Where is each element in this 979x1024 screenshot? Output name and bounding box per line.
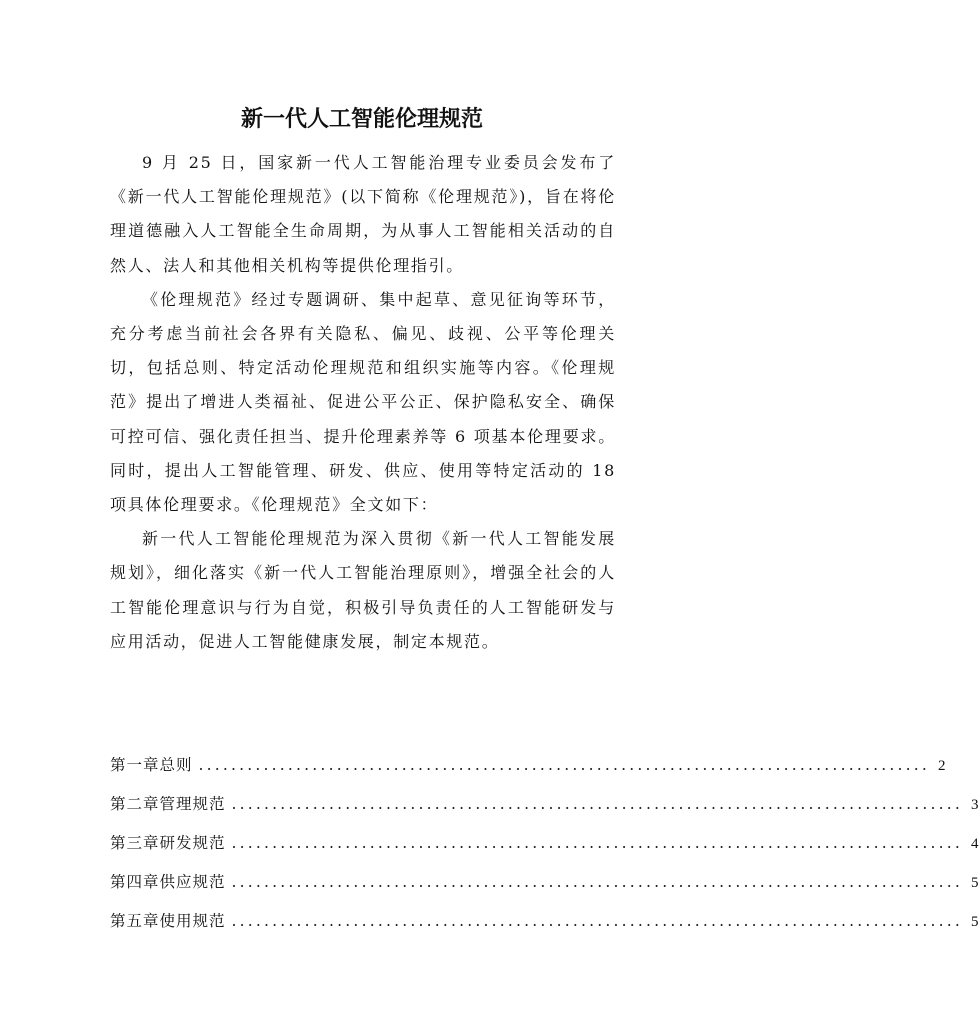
toc-dot-leader: ..........................................................................................	[231, 873, 963, 891]
table-of-contents	[110, 753, 979, 948]
toc-page-number: 5	[970, 914, 979, 930]
toc-entry-chapter-3[interactable]	[110, 831, 979, 870]
toc-dot-leader: ..........................................................................................	[231, 912, 963, 930]
paragraph-summary: 《伦理规范》经过专题调研、集中起草、意见征询等环节，充分考虑当前社会各界有关隐私、偏见、歧视、公平等伦理关切，包括总则、特定活动伦理规范和组织实施等内容。《伦理规范》提出了增进人类福祉、促进公平公正、保护隐私安全、确保可控可信、强化责任担当、提升伦理素养等 6 项基本伦理要求。同时，提出人工智能管理、研发、供应、使用等特定活动的 18 项具体伦理要求。《伦理规范》全文如下：	[110, 289, 616, 515]
toc-chapter-number: 第二章	[110, 795, 160, 813]
toc-entry-chapter-2[interactable]	[110, 792, 979, 831]
toc-chapter-number: 第一章	[110, 756, 160, 774]
document-title: 新一代人工智能伦理规范	[240, 106, 483, 132]
toc-chapter-title: 总则	[159, 756, 193, 774]
toc-page-number: 4	[970, 836, 979, 852]
document-body	[110, 146, 616, 659]
toc-chapter-title: 研发规范	[159, 834, 226, 852]
toc-page-number: 3	[970, 797, 979, 813]
toc-entry-chapter-4[interactable]	[110, 870, 979, 909]
toc-chapter-title: 供应规范	[159, 873, 226, 891]
toc-chapter-title: 使用规范	[159, 912, 226, 930]
toc-chapter-number: 第五章	[110, 912, 160, 930]
paragraph-preamble: 新一代人工智能伦理规范为深入贯彻《新一代人工智能发展规划》，细化落实《新一代人工智能治理原则》，增强全社会的人工智能伦理意识与行为自觉，积极引导负责任的人工智能研发与应用活动，促进人工智能健康发展，制定本规范。	[110, 529, 616, 651]
toc-page-number: 5	[970, 875, 979, 891]
toc-dot-leader: ..........................................................................................	[231, 834, 963, 852]
paragraph-intro: 9 月 25 日，国家新一代人工智能治理专业委员会发布了《新一代人工智能伦理规范》(以下简称《伦理规范》)，旨在将伦理道德融入人工智能全生命周期，为从事人工智能相关活动的自然人、法人和其他相关机构等提供伦理指引。	[110, 153, 616, 275]
toc-dot-leader: ..........................................................................................	[198, 756, 930, 774]
toc-entry-chapter-5[interactable]	[110, 909, 979, 948]
toc-page-number: 2	[937, 758, 947, 774]
toc-chapter-number: 第四章	[110, 873, 160, 891]
toc-entry-chapter-1[interactable]	[110, 753, 947, 792]
toc-chapter-title: 管理规范	[159, 795, 226, 813]
toc-dot-leader: ..........................................................................................	[231, 795, 963, 813]
toc-chapter-number: 第三章	[110, 834, 160, 852]
